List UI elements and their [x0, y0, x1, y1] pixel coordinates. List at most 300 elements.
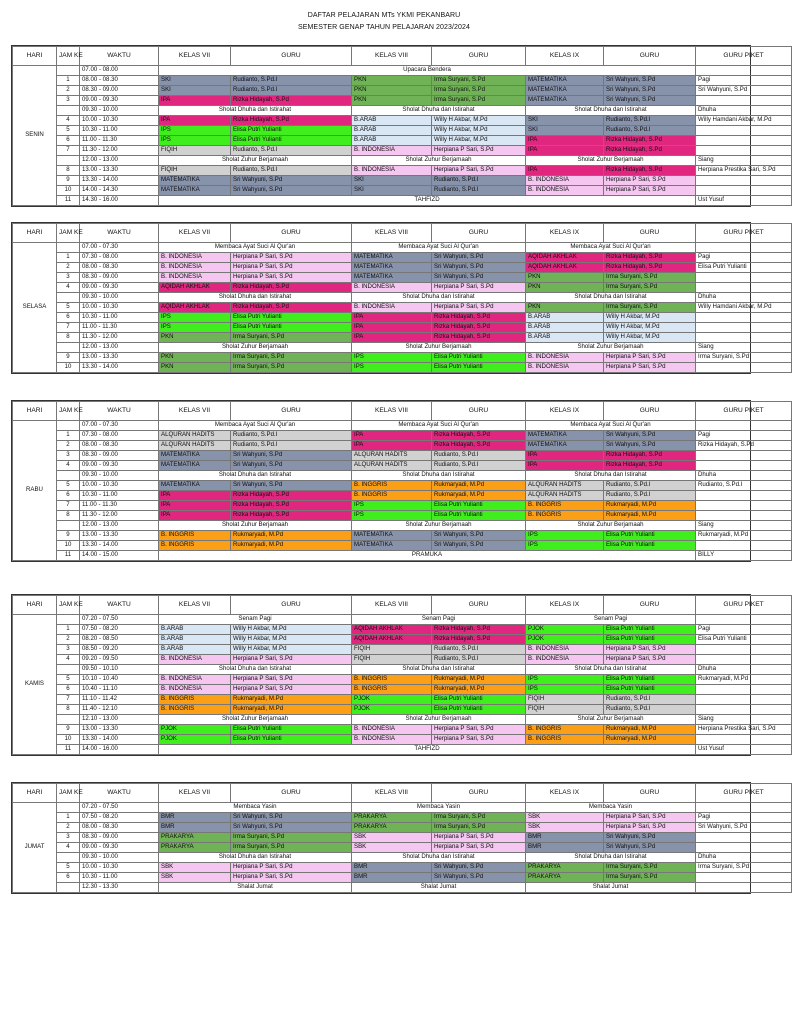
time-slot: 14.30 - 16.00: [80, 196, 159, 206]
time-slot: 07.50 - 08.20: [80, 813, 159, 823]
period-number: 10: [57, 735, 80, 745]
teacher-kelas-8: Sri Wahyuni, S.Pd: [432, 873, 526, 883]
duty-teacher: Sri Wahyuni, S.Pd: [696, 823, 792, 833]
period-number: 4: [57, 843, 80, 853]
break-label: Shalat Jumat: [526, 883, 696, 893]
time-slot: 13.00 - 13.30: [80, 166, 159, 176]
time-slot: 09.30 - 10.00: [80, 853, 159, 863]
subject-kelas-7: B. INGGRIS: [159, 531, 231, 541]
teacher-kelas-9: Willy H Akbar, M.Pd: [604, 333, 696, 343]
day-block-kamis: [11, 594, 776, 756]
teacher-kelas-8: Elisa Putri Yulianti: [432, 363, 526, 373]
subject-kelas-9: IPS: [526, 685, 604, 695]
lesson-row: [13, 541, 792, 551]
subject-kelas-7: IPA: [159, 501, 231, 511]
teacher-kelas-8: Rukmaryadi, M.Pd: [432, 491, 526, 501]
subject-kelas-7: ALQURAN HADITS: [159, 431, 231, 441]
teacher-kelas-8: Herpiana P Sari, S.Pd: [432, 833, 526, 843]
duty-teacher: [696, 146, 792, 156]
column-header: JAM KE: [57, 596, 80, 615]
subject-kelas-7: PKN: [159, 333, 231, 343]
time-slot: 11.00 - 11.30: [80, 501, 159, 511]
subject-kelas-8: B. INDONESIA: [352, 166, 432, 176]
period-number: 7: [57, 501, 80, 511]
teacher-kelas-9: Sri Wahyuni, S.Pd: [604, 86, 696, 96]
break-label: Sholat Zuhur Berjamaah: [352, 715, 526, 725]
period-number: 10: [57, 541, 80, 551]
time-slot: 12.10 - 13.00: [80, 715, 159, 725]
teacher-kelas-7: Irma Suryani, S.Pd: [231, 353, 352, 363]
teacher-kelas-7: Herpiana P Sari, S.Pd: [231, 685, 352, 695]
subject-kelas-9: PKN: [526, 303, 604, 313]
subject-kelas-7: MATEMATIKA: [159, 481, 231, 491]
subject-kelas-9: B. INGGRIS: [526, 501, 604, 511]
subject-kelas-9: AQIDAH AKHLAK: [526, 263, 604, 273]
period-number: 6: [57, 491, 80, 501]
subject-kelas-9: B.ARAB: [526, 313, 604, 323]
period-number: 5: [57, 675, 80, 685]
subject-kelas-8: SKI: [352, 186, 432, 196]
subject-kelas-7: B.ARAB: [159, 645, 231, 655]
lesson-row: [13, 655, 792, 665]
teacher-kelas-9: Herpiana P Sari, S.Pd: [604, 186, 696, 196]
teacher-kelas-8: Sri Wahyuni, S.Pd: [432, 541, 526, 551]
subject-kelas-7: SKI: [159, 76, 231, 86]
lesson-row: [13, 303, 792, 313]
teacher-kelas-8: Rudianto, S.Pd.I: [432, 451, 526, 461]
teacher-kelas-9: Sri Wahyuni, S.Pd: [604, 441, 696, 451]
teacher-kelas-7: Rukmaryadi, M.Pd: [231, 705, 352, 715]
subject-kelas-8: B. INDONESIA: [352, 735, 432, 745]
column-header: KELAS VII: [159, 596, 231, 615]
header-row: [13, 224, 792, 243]
teacher-kelas-9: Willy H Akbar, M.Pd: [604, 323, 696, 333]
duty-teacher: Irma Suryani, S.Pd: [696, 863, 792, 873]
duty-teacher: Rukmaryadi, M.Pd: [696, 675, 792, 685]
time-slot: 13.30 - 14.00: [80, 735, 159, 745]
subject-kelas-9: IPS: [526, 531, 604, 541]
time-slot: 09.20 - 09.50: [80, 655, 159, 665]
period-number: [57, 853, 80, 863]
lesson-row: [13, 501, 792, 511]
teacher-kelas-9: Elisa Putri Yulianti: [604, 675, 696, 685]
duty-teacher: Willy Hamdani Akbar, M.Pd: [696, 116, 792, 126]
duty-teacher: Dhuha: [696, 665, 792, 675]
subject-kelas-7: IPS: [159, 136, 231, 146]
teacher-kelas-9: Sri Wahyuni, S.Pd: [604, 843, 696, 853]
teacher-kelas-9: Rizka Hidayah, S.Pd: [604, 253, 696, 263]
time-slot: 08.00 - 08.30: [80, 441, 159, 451]
lesson-row: [13, 531, 792, 541]
teacher-kelas-9: Rudianto, S.Pd.I: [604, 705, 696, 715]
header-row: [13, 47, 792, 66]
period-number: 3: [57, 833, 80, 843]
activity-row: [13, 745, 792, 755]
time-slot: 10.10 - 10.40: [80, 675, 159, 685]
period-number: [57, 421, 80, 431]
period-number: 7: [57, 323, 80, 333]
teacher-kelas-9: Rizka Hidayah, S.Pd: [604, 166, 696, 176]
period-number: 3: [57, 645, 80, 655]
duty-teacher: Elisa Putri Yulianti: [696, 263, 792, 273]
subject-kelas-8: MATEMATIKA: [352, 253, 432, 263]
day-block-selasa: [11, 222, 772, 374]
subject-kelas-7: ALQURAN HADITS: [159, 441, 231, 451]
duty-teacher: Pagi: [696, 76, 792, 86]
teacher-kelas-8: Willy H Akbar, M.Pd: [432, 136, 526, 146]
break-label: Sholat Dhuha dan Istirahat: [159, 293, 352, 303]
teacher-kelas-7: Irma Suryani, S.Pd: [231, 833, 352, 843]
teacher-kelas-9: Sri Wahyuni, S.Pd: [604, 431, 696, 441]
break-label: Sholat Zuhur Berjamaah: [526, 156, 696, 166]
break-row: [13, 343, 792, 353]
break-row: [13, 883, 792, 893]
activity-label: PRAMUKA: [159, 551, 696, 561]
subject-kelas-7: B. INGGRIS: [159, 541, 231, 551]
duty-teacher: Pagi: [696, 813, 792, 823]
lesson-row: [13, 283, 792, 293]
subject-kelas-9: B.ARAB: [526, 323, 604, 333]
subject-kelas-8: FIQIH: [352, 645, 432, 655]
teacher-kelas-9: Herpiana P Sari, S.Pd: [604, 353, 696, 363]
subject-kelas-9: B. INDONESIA: [526, 353, 604, 363]
column-header: KELAS IX: [526, 596, 604, 615]
column-header: KELAS IX: [526, 47, 604, 66]
time-slot: 08.30 - 09.00: [80, 833, 159, 843]
subject-kelas-9: MATEMATIKA: [526, 431, 604, 441]
teacher-kelas-7: Rizka Hidayah, S.Pd: [231, 283, 352, 293]
time-slot: 07.00 - 08.00: [80, 66, 159, 76]
column-header: KELAS VIII: [352, 596, 432, 615]
teacher-kelas-7: Rukmaryadi, M.Pd: [231, 541, 352, 551]
break-label: Membaca Yasin: [526, 803, 696, 813]
subject-kelas-8: AQIDAH AKHLAK: [352, 635, 432, 645]
time-slot: 11.10 - 11.42: [80, 695, 159, 705]
time-slot: 07.20 - 07.50: [80, 803, 159, 813]
lesson-row: [13, 323, 792, 333]
break-label: Sholat Dhuha dan Istirahat: [352, 293, 526, 303]
time-slot: 09.50 - 10.10: [80, 665, 159, 675]
period-number: 7: [57, 695, 80, 705]
column-header: KELAS VII: [159, 402, 231, 421]
break-label: Sholat Dhuha dan Istirahat: [526, 853, 696, 863]
subject-kelas-9: IPA: [526, 146, 604, 156]
duty-teacher: Rizka Hidayah, S.Pd: [696, 441, 792, 451]
break-label: Sholat Dhuha dan Istirahat: [159, 853, 352, 863]
duty-teacher: [696, 176, 792, 186]
break-label: Senam Pagi: [526, 615, 696, 625]
period-number: 11: [57, 745, 80, 755]
subject-kelas-9: IPA: [526, 461, 604, 471]
teacher-kelas-8: Herpiana P Sari, S.Pd: [432, 283, 526, 293]
teacher-kelas-9: Rudianto, S.Pd.I: [604, 116, 696, 126]
header-row: [13, 402, 792, 421]
time-slot: 14.00 - 14.30: [80, 186, 159, 196]
break-label: Membaca Ayat Suci Al Qur'an: [159, 421, 352, 431]
subject-kelas-8: AQIDAH AKHLAK: [352, 625, 432, 635]
column-header: KELAS VII: [159, 224, 231, 243]
duty-teacher: Siang: [696, 156, 792, 166]
teacher-kelas-9: Sri Wahyuni, S.Pd: [604, 96, 696, 106]
subject-kelas-9: SKI: [526, 126, 604, 136]
teacher-kelas-9: Herpiana P Sari, S.Pd: [604, 176, 696, 186]
break-label: Membaca Yasin: [159, 803, 352, 813]
subject-kelas-8: IPS: [352, 353, 432, 363]
duty-teacher: [696, 243, 792, 253]
subject-kelas-9: B. INDONESIA: [526, 655, 604, 665]
teacher-kelas-9: Rizka Hidayah, S.Pd: [604, 263, 696, 273]
subject-kelas-7: FIQIH: [159, 146, 231, 156]
period-number: 10: [57, 186, 80, 196]
lesson-row: [13, 625, 792, 635]
duty-teacher: [696, 685, 792, 695]
break-label: Sholat Dhuha dan Istirahat: [526, 471, 696, 481]
lesson-row: [13, 353, 792, 363]
column-header: JAM KE: [57, 47, 80, 66]
lesson-row: [13, 363, 792, 373]
subject-kelas-7: MATEMATIKA: [159, 176, 231, 186]
duty-teacher: [696, 96, 792, 106]
period-number: 2: [57, 635, 80, 645]
period-number: [57, 615, 80, 625]
time-slot: 08.20 - 08.50: [80, 635, 159, 645]
subject-kelas-8: IPA: [352, 323, 432, 333]
duty-teacher: Dhuha: [696, 106, 792, 116]
subject-kelas-9: MATEMATIKA: [526, 86, 604, 96]
duty-teacher: Siang: [696, 715, 792, 725]
day-name: SELASA: [13, 243, 57, 373]
period-number: 3: [57, 96, 80, 106]
teacher-kelas-8: Irma Suryani, S.Pd: [432, 86, 526, 96]
teacher-kelas-8: Willy H Akbar, M.Pd: [432, 126, 526, 136]
teacher-kelas-8: Rizka Hidayah, S.Pd: [432, 313, 526, 323]
time-slot: 08.00 - 08.30: [80, 76, 159, 86]
subject-kelas-9: B. INDONESIA: [526, 363, 604, 373]
period-number: 9: [57, 176, 80, 186]
teacher-kelas-7: Herpiana P Sari, S.Pd: [231, 675, 352, 685]
lesson-row: [13, 333, 792, 343]
time-slot: 10.30 - 11.00: [80, 313, 159, 323]
period-number: [57, 521, 80, 531]
subject-kelas-9: B.ARAB: [526, 333, 604, 343]
period-number: 1: [57, 253, 80, 263]
duty-teacher: [696, 803, 792, 813]
column-header: GURU: [604, 47, 696, 66]
subject-kelas-8: PKN: [352, 96, 432, 106]
teacher-kelas-7: Sri Wahyuni, S.Pd: [231, 186, 352, 196]
duty-teacher: [696, 615, 792, 625]
timetable-rabu: [12, 401, 792, 561]
subject-kelas-7: MATEMATIKA: [159, 451, 231, 461]
duty-teacher: Pagi: [696, 625, 792, 635]
subject-kelas-8: B. INGGRIS: [352, 481, 432, 491]
duty-teacher: [696, 333, 792, 343]
time-slot: 10.00 - 10.30: [80, 116, 159, 126]
teacher-kelas-8: Rizka Hidayah, S.Pd: [432, 431, 526, 441]
period-number: 1: [57, 813, 80, 823]
teacher-kelas-7: Elisa Putri Yulianti: [231, 126, 352, 136]
duty-teacher: Siang: [696, 521, 792, 531]
teacher-kelas-8: Rudianto, S.Pd.I: [432, 645, 526, 655]
teacher-kelas-8: Sri Wahyuni, S.Pd: [432, 273, 526, 283]
period-number: 1: [57, 76, 80, 86]
time-slot: 09.30 - 10.00: [80, 471, 159, 481]
teacher-kelas-8: Irma Suryani, S.Pd: [432, 813, 526, 823]
duty-teacher: Pagi: [696, 253, 792, 263]
subject-kelas-7: B. INDONESIA: [159, 655, 231, 665]
lesson-row: [13, 146, 792, 156]
teacher-kelas-8: Rizka Hidayah, S.Pd: [432, 323, 526, 333]
teacher-kelas-7: Rudianto, S.Pd.I: [231, 76, 352, 86]
column-header: GURU: [231, 224, 352, 243]
subject-kelas-8: MATEMATIKA: [352, 541, 432, 551]
teacher-kelas-9: Elisa Putri Yulianti: [604, 685, 696, 695]
period-number: [57, 156, 80, 166]
subject-kelas-7: IPS: [159, 126, 231, 136]
subject-kelas-9: SBK: [526, 813, 604, 823]
teacher-kelas-8: Rudianto, S.Pd.I: [432, 461, 526, 471]
time-slot: 11.30 - 12.00: [80, 146, 159, 156]
period-number: 8: [57, 705, 80, 715]
subject-kelas-9: B. INDONESIA: [526, 176, 604, 186]
period-number: 2: [57, 823, 80, 833]
subject-kelas-9: PKN: [526, 273, 604, 283]
subject-kelas-9: IPA: [526, 166, 604, 176]
column-header: WAKTU: [80, 47, 159, 66]
lesson-row: [13, 441, 792, 451]
teacher-kelas-8: Elisa Putri Yulianti: [432, 705, 526, 715]
break-row: [13, 156, 792, 166]
period-number: 8: [57, 166, 80, 176]
teacher-kelas-8: Herpiana P Sari, S.Pd: [432, 303, 526, 313]
time-slot: 10.30 - 11.00: [80, 873, 159, 883]
time-slot: 13.00 - 13.30: [80, 353, 159, 363]
subject-kelas-8: FIQIH: [352, 655, 432, 665]
teacher-kelas-9: Rizka Hidayah, S.Pd: [604, 451, 696, 461]
day-name: SENIN: [13, 66, 57, 206]
subject-kelas-8: B. INGGRIS: [352, 491, 432, 501]
teacher-kelas-9: Irma Suryani, S.Pd: [604, 863, 696, 873]
subject-kelas-9: IPS: [526, 675, 604, 685]
subject-kelas-9: B. INDONESIA: [526, 645, 604, 655]
subject-kelas-8: B. INDONESIA: [352, 146, 432, 156]
teacher-kelas-7: Herpiana P Sari, S.Pd: [231, 873, 352, 883]
subject-kelas-8: ALQURAN HADITS: [352, 451, 432, 461]
teacher-kelas-9: Irma Suryani, S.Pd: [604, 273, 696, 283]
subject-kelas-7: B.ARAB: [159, 625, 231, 635]
column-header: GURU: [432, 224, 526, 243]
subject-kelas-9: ALQURAN HADITS: [526, 491, 604, 501]
column-header: KELAS IX: [526, 224, 604, 243]
teacher-kelas-9: Rudianto, S.Pd.I: [604, 481, 696, 491]
teacher-kelas-7: Herpiana P Sari, S.Pd: [231, 263, 352, 273]
subject-kelas-8: IPS: [352, 363, 432, 373]
subject-kelas-7: BMR: [159, 823, 231, 833]
column-header: JAM KE: [57, 224, 80, 243]
teacher-kelas-8: Irma Suryani, S.Pd: [432, 823, 526, 833]
break-row: [13, 471, 792, 481]
subject-kelas-9: B. INGGRIS: [526, 725, 604, 735]
column-header: WAKTU: [80, 224, 159, 243]
teacher-kelas-9: Irma Suryani, S.Pd: [604, 303, 696, 313]
teacher-kelas-7: Rudianto, S.Pd.I: [231, 441, 352, 451]
time-slot: 11.30 - 12.00: [80, 511, 159, 521]
teacher-kelas-7: Rukmaryadi, M.Pd: [231, 531, 352, 541]
duty-teacher: [696, 655, 792, 665]
teacher-kelas-7: Rizka Hidayah, S.Pd: [231, 511, 352, 521]
column-header: HARI: [13, 402, 57, 421]
column-header: KELAS VIII: [352, 402, 432, 421]
period-number: [57, 343, 80, 353]
column-header: GURU: [231, 596, 352, 615]
column-header: HARI: [13, 596, 57, 615]
subject-kelas-8: ALQURAN HADITS: [352, 461, 432, 471]
time-slot: 09.30 - 10.00: [80, 106, 159, 116]
period-number: [57, 293, 80, 303]
teacher-kelas-9: Rukmaryadi, M.Pd: [604, 501, 696, 511]
subject-kelas-9: AQIDAH AKHLAK: [526, 253, 604, 263]
teacher-kelas-8: Rukmaryadi, M.Pd: [432, 481, 526, 491]
column-header: GURU: [231, 402, 352, 421]
column-header: GURU: [604, 402, 696, 421]
teacher-kelas-7: Elisa Putri Yulianti: [231, 136, 352, 146]
teacher-kelas-8: Irma Suryani, S.Pd: [432, 96, 526, 106]
teacher-kelas-9: Sri Wahyuni, S.Pd: [604, 833, 696, 843]
subject-kelas-9: B. INDONESIA: [526, 186, 604, 196]
teacher-kelas-7: Sri Wahyuni, S.Pd: [231, 823, 352, 833]
break-label: Sholat Dhuha dan Istirahat: [526, 106, 696, 116]
subject-kelas-9: BMR: [526, 833, 604, 843]
period-number: 5: [57, 126, 80, 136]
teacher-kelas-8: Herpiana P Sari, S.Pd: [432, 725, 526, 735]
teacher-kelas-9: Elisa Putri Yulianti: [604, 635, 696, 645]
duty-teacher: Sri Wahyuni, S.Pd: [696, 86, 792, 96]
document-subtitle: SEMESTER GENAP TAHUN PELAJARAN 2023/2024: [297, 24, 471, 31]
period-number: 3: [57, 273, 80, 283]
timetable-senin: [12, 46, 792, 206]
time-slot: 07.50 - 08.20: [80, 625, 159, 635]
period-number: 2: [57, 263, 80, 273]
duty-teacher: Elisa Putri Yulianti: [696, 635, 792, 645]
lesson-row: [13, 431, 792, 441]
period-number: 5: [57, 863, 80, 873]
period-number: [57, 883, 80, 893]
subject-kelas-8: IPA: [352, 431, 432, 441]
header-row: [13, 596, 792, 615]
teacher-kelas-8: Sri Wahyuni, S.Pd: [432, 263, 526, 273]
period-number: 5: [57, 481, 80, 491]
teacher-kelas-8: Sri Wahyuni, S.Pd: [432, 863, 526, 873]
duty-teacher: [696, 873, 792, 883]
day-block-rabu: [11, 400, 764, 562]
time-slot: 12.00 - 13.00: [80, 521, 159, 531]
time-slot: 10.00 - 10.30: [80, 481, 159, 491]
time-slot: 09.30 - 10.00: [80, 293, 159, 303]
subject-kelas-8: B.ARAB: [352, 126, 432, 136]
teacher-kelas-9: Rizka Hidayah, S.Pd: [604, 136, 696, 146]
period-number: 6: [57, 313, 80, 323]
teacher-kelas-9: Elisa Putri Yulianti: [604, 625, 696, 635]
period-number: [57, 243, 80, 253]
time-slot: 13.30 - 14.00: [80, 541, 159, 551]
teacher-kelas-8: Herpiana P Sari, S.Pd: [432, 735, 526, 745]
duty-teacher: [696, 323, 792, 333]
lesson-row: [13, 86, 792, 96]
subject-kelas-7: IPS: [159, 323, 231, 333]
teacher-kelas-9: Herpiana P Sari, S.Pd: [604, 823, 696, 833]
column-header: GURU PIKET: [696, 224, 792, 243]
subject-kelas-7: B. INGGRIS: [159, 705, 231, 715]
